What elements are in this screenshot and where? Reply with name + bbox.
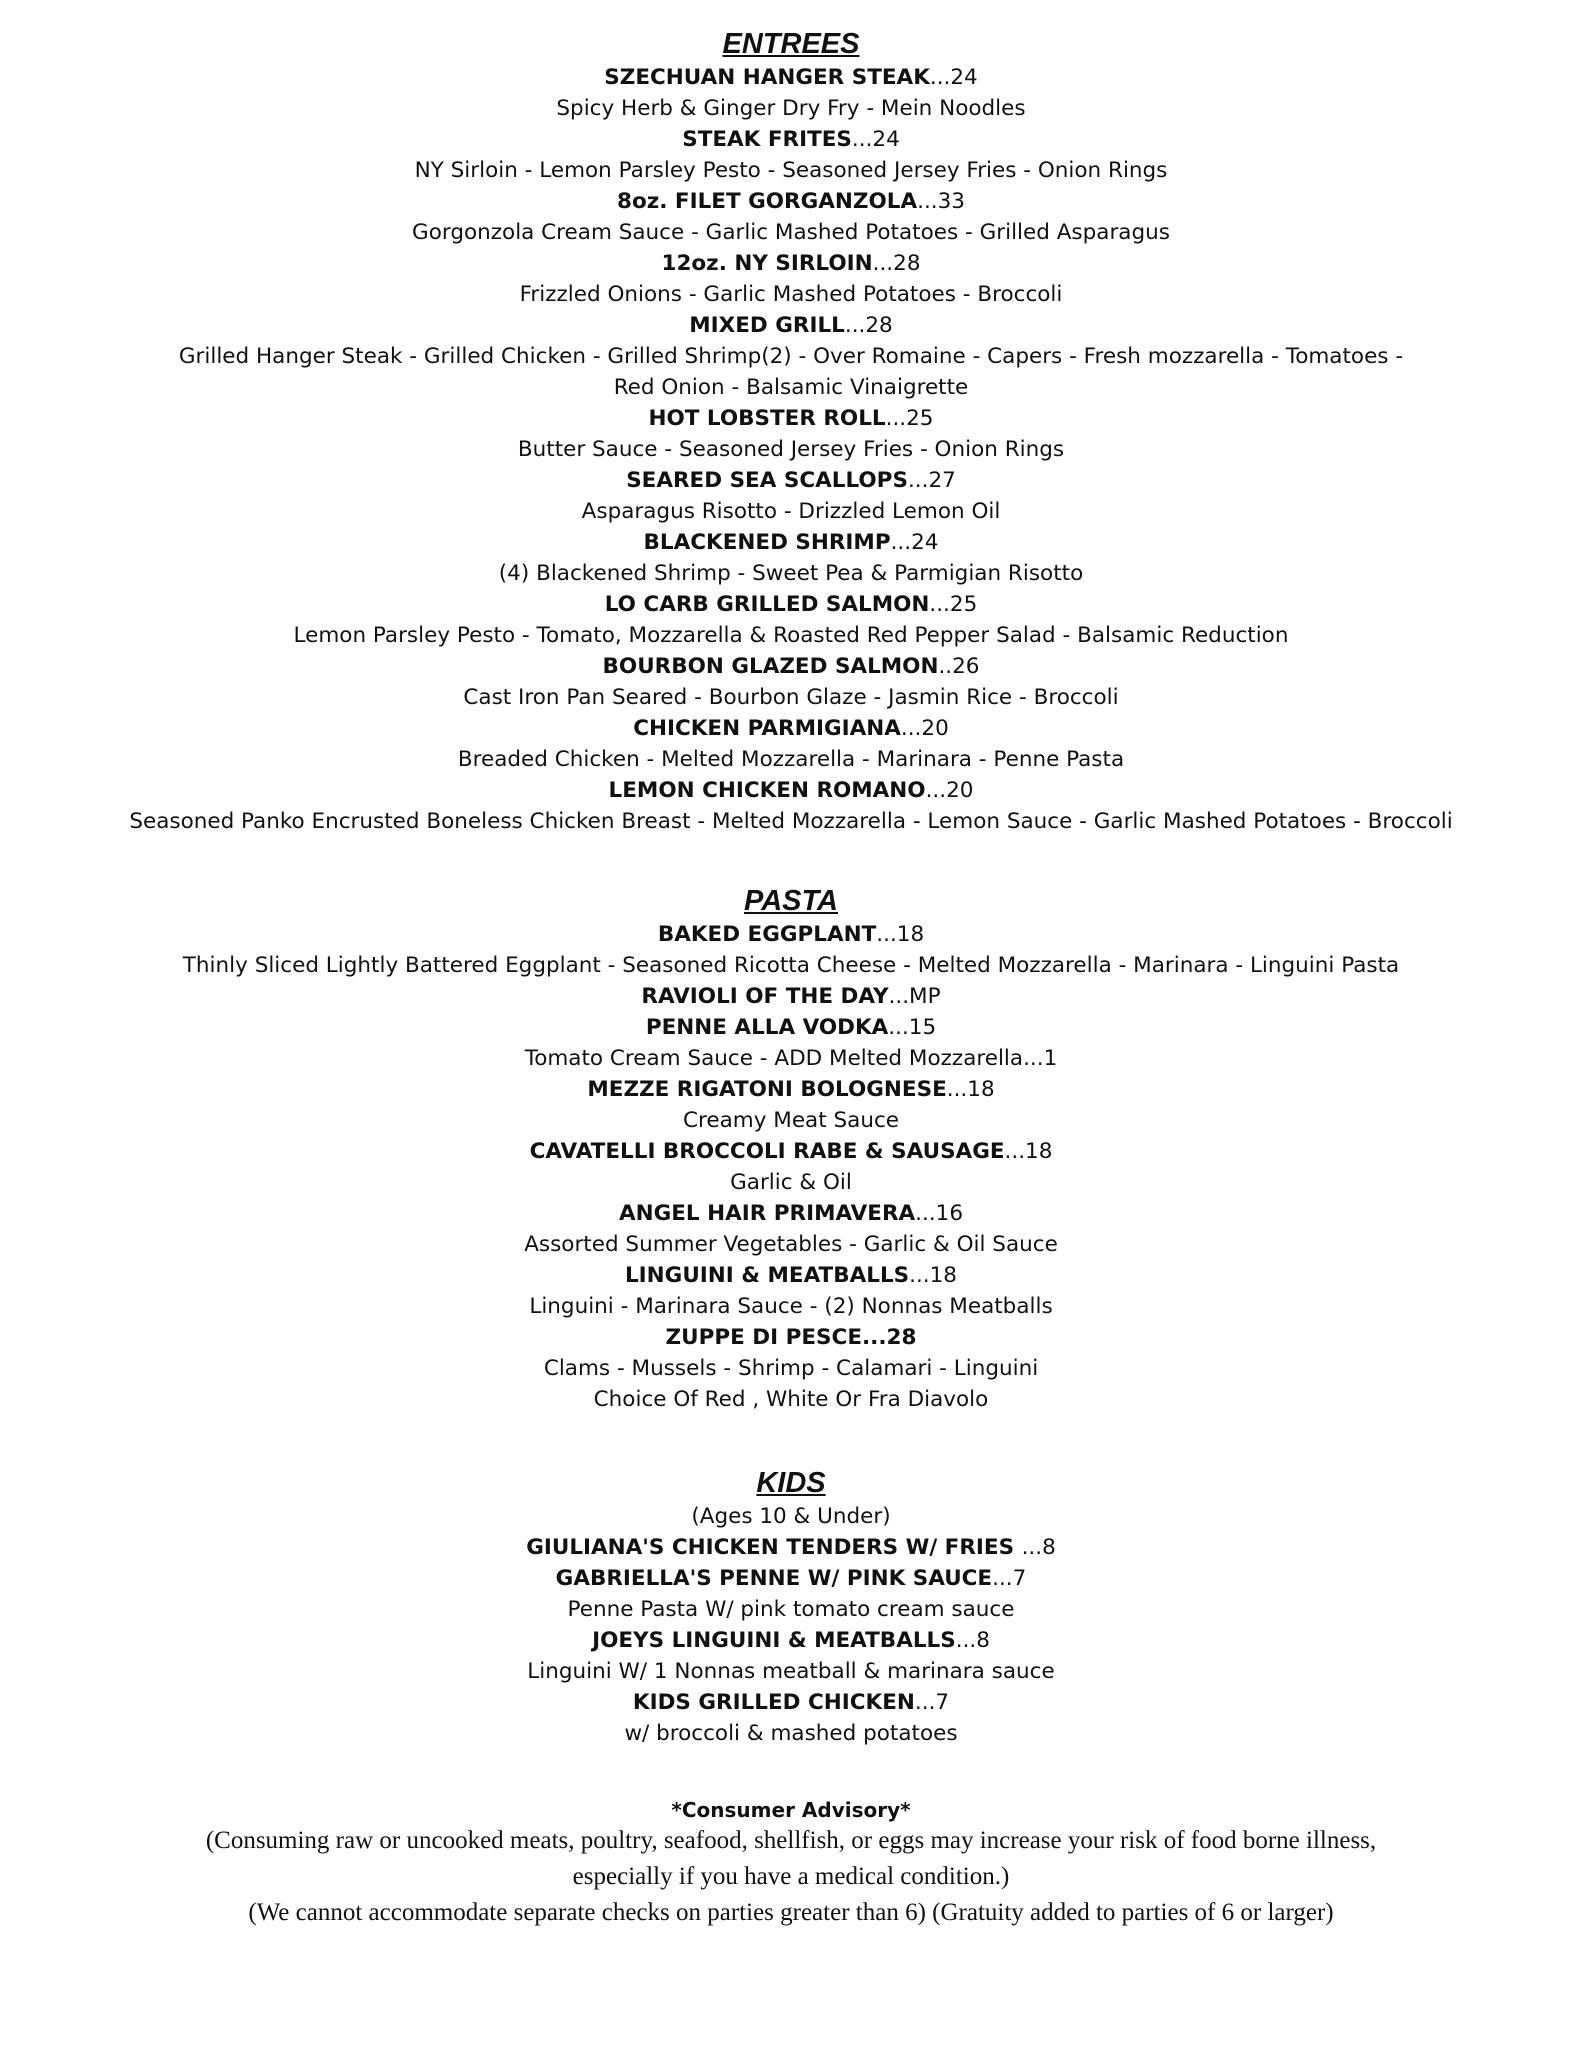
menu-item-name: LEMON CHICKEN ROMANO xyxy=(608,778,926,803)
menu-item-name: SZECHUAN HANGER STEAK xyxy=(604,65,930,90)
menu-item-name: BOURBON GLAZED SALMON xyxy=(602,654,939,679)
menu-item-price: ...25 xyxy=(885,406,934,431)
menu-item-price: ...18 xyxy=(946,1077,995,1102)
menu-item-heading xyxy=(0,310,1582,341)
menu-item-name: CAVATELLI BROCCOLI RABE & SAUSAGE xyxy=(529,1139,1005,1164)
menu-item-price: ...24 xyxy=(929,65,978,90)
section-spacer xyxy=(0,1415,1582,1465)
menu-item-name: PENNE ALLA VODKA xyxy=(645,1015,889,1040)
menu-item-name: RAVIOLI OF THE DAY xyxy=(641,984,889,1009)
kids-title: KIDS xyxy=(756,1467,826,1499)
menu-item-price: ...18 xyxy=(1004,1139,1053,1164)
menu-item-description: Assorted Summer Vegetables - Garlic & Oil Sauce xyxy=(524,1232,1058,1257)
menu-item-name: GIULIANA'S CHICKEN TENDERS W/ FRIES xyxy=(526,1535,1022,1560)
menu-item-heading xyxy=(0,248,1582,279)
menu-item-description: Breaded Chicken - Melted Mozzarella - Marinara - Penne Pasta xyxy=(457,747,1125,772)
menu-item-heading xyxy=(0,403,1582,434)
menu-item-description: Lemon Parsley Pesto - Tomato, Mozzarella & Roasted Red Pepper Salad - Balsamic Reduction xyxy=(293,623,1289,648)
menu-item-heading xyxy=(0,1322,1582,1353)
menu-item-heading xyxy=(0,981,1582,1012)
menu-item-description: Gorgonzola Cream Sauce - Garlic Mashed Potatoes - Grilled Asparagus xyxy=(412,220,1170,245)
menu-item-name: LINGUINI & MEATBALLS xyxy=(624,1263,910,1288)
advisory-line: (Consuming raw or uncooked meats, poultry, seafood, shellfish, or eggs may increase your risk of food borne illness, xyxy=(205,1827,1377,1854)
menu-item-price: ...8 xyxy=(1021,1535,1056,1560)
menu-item-name: MEZZE RIGATONI BOLOGNESE xyxy=(587,1077,947,1102)
menu-item-name: CHICKEN PARMIGIANA xyxy=(633,716,901,741)
menu-item-name: BLACKENED SHRIMP xyxy=(643,530,891,555)
menu-item-price: ...24 xyxy=(851,127,900,152)
menu-item-price: ...MP xyxy=(888,984,941,1009)
menu-item-description: (4) Blackened Shrimp - Sweet Pea & Parmigian Risotto xyxy=(498,561,1084,586)
menu-item-heading xyxy=(0,1625,1582,1656)
entrees-title: ENTREES xyxy=(722,28,860,60)
menu-item-name: BAKED EGGPLANT xyxy=(657,922,877,947)
menu-item-price: ...27 xyxy=(907,468,956,493)
menu-item-heading xyxy=(0,124,1582,155)
menu-item-heading xyxy=(0,1563,1582,1594)
menu-item-description: Choice Of Red , White Or Fra Diavolo xyxy=(593,1387,989,1412)
pasta-section xyxy=(0,883,1582,1415)
advisory-line: especially if you have a medical condition.) xyxy=(572,1863,1010,1890)
menu-item-description: Tomato Cream Sauce - ADD Melted Mozzarella...1 xyxy=(524,1046,1058,1071)
menu-item-price: ...20 xyxy=(900,716,949,741)
pasta-list xyxy=(0,919,1582,1415)
pasta-title: PASTA xyxy=(744,885,838,917)
menu-item-name: SEARED SEA SCALLOPS xyxy=(626,468,908,493)
menu-item-description: Spicy Herb & Ginger Dry Fry - Mein Noodles xyxy=(556,96,1026,121)
menu-item-heading xyxy=(0,651,1582,682)
advisory-title: *Consumer Advisory* xyxy=(671,1798,911,1822)
menu-item-price: ...7 xyxy=(992,1566,1027,1591)
section-spacer xyxy=(0,1749,1582,1797)
menu-item-name: STEAK FRITES xyxy=(682,127,852,152)
menu-item-name: 12oz. NY SIRLOIN xyxy=(661,251,873,276)
menu-item-price: ...18 xyxy=(909,1263,957,1288)
menu-item-price: ..26 xyxy=(938,654,980,679)
menu-item-name: ZUPPE DI PESCE...28 xyxy=(665,1325,917,1350)
menu-item-description: Thinly Sliced Lightly Battered Eggplant - Seasoned Ricotta Cheese - Melted Mozzarella - Marinara - Linguini Pasta xyxy=(182,953,1400,978)
advisory-line: (We cannot accommodate separate checks on parties greater than 6) (Gratuity added to parties of 6 or larger) xyxy=(248,1899,1334,1926)
menu-item-heading xyxy=(0,1136,1582,1167)
menu-item-heading xyxy=(0,62,1582,93)
menu-item-heading xyxy=(0,1074,1582,1105)
menu-item-heading xyxy=(0,1532,1582,1563)
menu-item-name: JOEYS LINGUINI & MEATBALLS xyxy=(592,1628,956,1653)
kids-section xyxy=(0,1465,1582,1749)
menu-item-description: Frizzled Onions - Garlic Mashed Potatoes - Broccoli xyxy=(519,282,1063,307)
menu-item-heading xyxy=(0,527,1582,558)
kids-list xyxy=(0,1532,1582,1749)
menu-item-price: ...20 xyxy=(925,778,974,803)
menu-item-heading xyxy=(0,186,1582,217)
menu-item-description: Penne Pasta W/ pink tomato cream sauce xyxy=(567,1597,1015,1622)
menu-item-heading xyxy=(0,465,1582,496)
menu-item-name: KIDS GRILLED CHICKEN xyxy=(632,1690,915,1715)
menu-item-description: Asparagus Risotto - Drizzled Lemon Oil xyxy=(581,499,1001,524)
menu-item-heading xyxy=(0,919,1582,950)
menu-item-price: ...8 xyxy=(955,1628,990,1653)
menu-item-name: HOT LOBSTER ROLL xyxy=(648,406,886,431)
section-spacer xyxy=(0,837,1582,883)
menu-item-price: ...16 xyxy=(915,1201,964,1226)
menu-item-heading xyxy=(0,1260,1582,1291)
menu-item-name: 8oz. FILET GORGANZOLA xyxy=(617,189,918,214)
menu-item-description: Butter Sauce - Seasoned Jersey Fries - Onion Rings xyxy=(517,437,1065,462)
menu-item-heading xyxy=(0,589,1582,620)
menu-item-price: ...25 xyxy=(929,592,978,617)
menu-item-price: ...28 xyxy=(844,313,893,338)
menu-item-name: MIXED GRILL xyxy=(689,313,845,338)
menu-item-description: Cast Iron Pan Seared - Bourbon Glaze - Jasmin Rice - Broccoli xyxy=(463,685,1119,710)
menu-item-heading xyxy=(0,1198,1582,1229)
menu-item-price: ...15 xyxy=(888,1015,937,1040)
menu-item-heading xyxy=(0,775,1582,806)
entrees-section xyxy=(0,26,1582,837)
menu-item-price: ...7 xyxy=(914,1690,950,1715)
menu-item-description: NY Sirloin - Lemon Parsley Pesto - Seasoned Jersey Fries - Onion Rings xyxy=(414,158,1168,183)
kids-subtitle: (Ages 10 & Under) xyxy=(691,1504,891,1529)
menu-item-description: Clams - Mussels - Shrimp - Calamari - Linguini xyxy=(543,1356,1039,1381)
menu-item-name: ANGEL HAIR PRIMAVERA xyxy=(618,1201,916,1226)
menu-item-price: ...28 xyxy=(872,251,921,276)
menu-item-price: ...24 xyxy=(890,530,939,555)
menu-item-price: ...18 xyxy=(876,922,925,947)
menu-item-description: Seasoned Panko Encrusted Boneless Chicken Breast - Melted Mozzarella - Lemon Sauce - Garlic Mashed Potatoes - Broccoli xyxy=(129,809,1453,834)
menu-item-description: Red Onion - Balsamic Vinaigrette xyxy=(613,375,969,400)
menu-item-description: w/ broccoli & mashed potatoes xyxy=(624,1721,958,1746)
menu-item-description: Garlic & Oil xyxy=(730,1170,852,1195)
menu-item-price: ...33 xyxy=(917,189,965,214)
menu-item-heading xyxy=(0,1687,1582,1718)
menu-item-heading xyxy=(0,713,1582,744)
menu-item-description: Linguini W/ 1 Nonnas meatball & marinara sauce xyxy=(527,1659,1055,1684)
menu-item-description: Grilled Hanger Steak - Grilled Chicken - Grilled Shrimp(2) - Over Romaine - Capers - Fresh mozzarella - Tomatoes - xyxy=(178,344,1404,369)
menu-item-description: Linguini - Marinara Sauce - (2) Nonnas Meatballs xyxy=(529,1294,1053,1319)
advisory-section xyxy=(0,1797,1582,1931)
menu-item-heading xyxy=(0,1012,1582,1043)
menu-item-name: GABRIELLA'S PENNE W/ PINK SAUCE xyxy=(555,1566,993,1591)
menu-item-description: Creamy Meat Sauce xyxy=(683,1108,899,1133)
entrees-list xyxy=(0,62,1582,837)
menu-item-name: LO CARB GRILLED SALMON xyxy=(604,592,930,617)
